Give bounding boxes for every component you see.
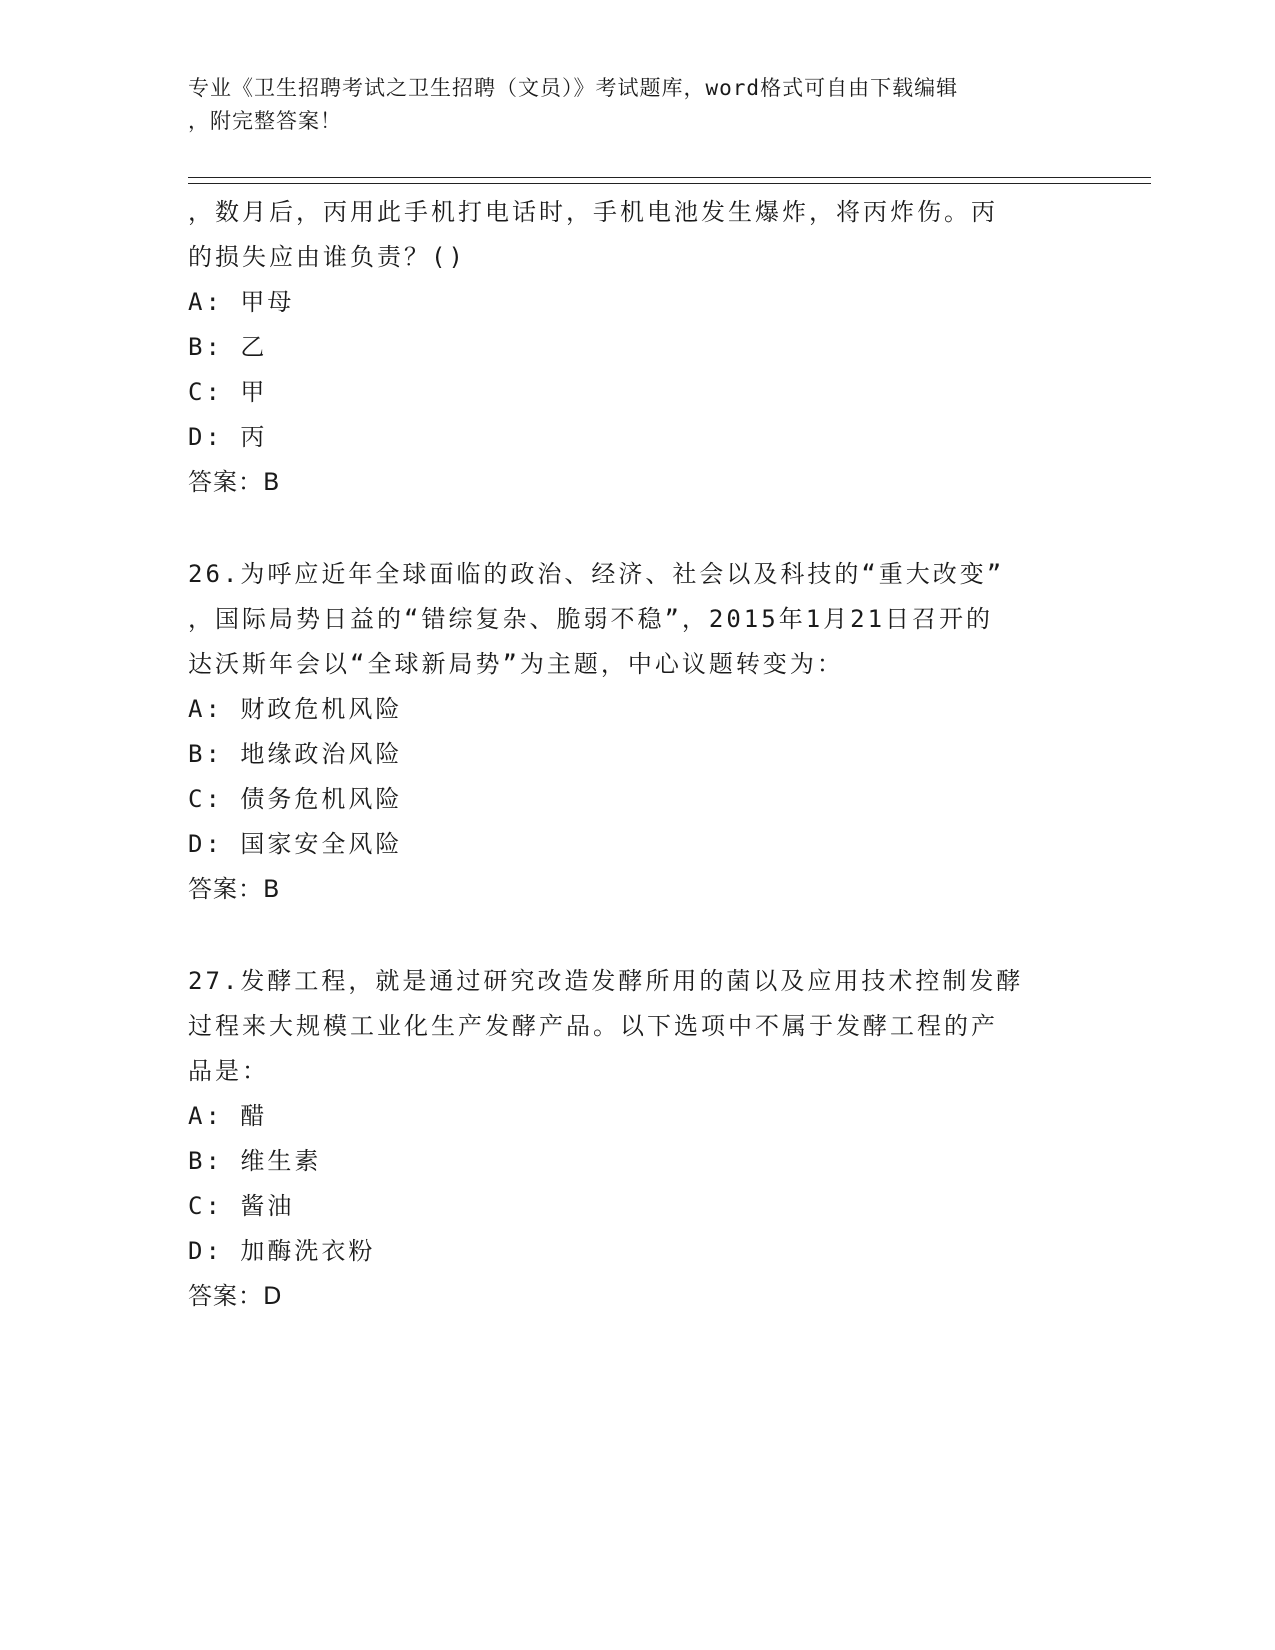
question-25 — [188, 190, 1088, 505]
answer-line: 答案：D — [188, 1282, 283, 1310]
option-c: C: 甲 — [188, 378, 268, 406]
option-d: D: 国家安全风险 — [188, 830, 403, 858]
option-b: B: 乙 — [188, 333, 268, 361]
question-27 — [188, 959, 1088, 1319]
option-b: B: 地缘政治风险 — [188, 740, 403, 768]
option-c: C: 债务危机风险 — [188, 785, 403, 813]
question-spacer — [188, 505, 1088, 552]
document-header — [188, 72, 1088, 138]
header-divider-bottom — [188, 183, 1151, 184]
question-text-line: 26.为呼应近年全球面临的政治、经济、社会以及科技的“重大改变” — [188, 560, 1005, 588]
question-text-line: 的损失应由谁负责？() — [188, 243, 466, 271]
question-text-line: ，国际局势日益的“错综复杂、脆弱不稳”，2015年1月21日召开的 — [188, 605, 994, 633]
question-text-line: 27.发酵工程，就是通过研究改造发酵所用的菌以及应用技术控制发酵 — [188, 967, 1024, 995]
option-d: D: 加酶洗衣粉 — [188, 1237, 376, 1265]
header-line-2: ，附完整答案！ — [188, 109, 342, 133]
header-divider-top — [188, 177, 1151, 178]
question-text-line: 达沃斯年会以“全球新局势”为主题，中心议题转变为： — [188, 650, 844, 678]
option-c: C: 酱油 — [188, 1192, 295, 1220]
question-text-line: ，数月后，丙用此手机打电话时，手机电池发生爆炸，将丙炸伤。丙 — [188, 198, 998, 226]
option-a: A: 财政危机风险 — [188, 695, 403, 723]
question-26 — [188, 552, 1088, 912]
answer-line: 答案：B — [188, 468, 281, 496]
question-text-line: 过程来大规模工业化生产发酵产品。以下选项中不属于发酵工程的产 — [188, 1012, 998, 1040]
answer-line: 答案：B — [188, 875, 281, 903]
question-spacer — [188, 912, 1088, 959]
option-a: A: 醋 — [188, 1102, 268, 1130]
option-a: A: 甲母 — [188, 288, 295, 316]
option-b: B: 维生素 — [188, 1147, 322, 1175]
document-body — [188, 190, 1088, 1319]
option-d: D: 丙 — [188, 423, 268, 451]
header-line-1: 专业《卫生招聘考试之卫生招聘（文员）》考试题库，word格式可自由下载编辑 — [188, 76, 959, 100]
question-text-line: 品是： — [188, 1057, 269, 1085]
